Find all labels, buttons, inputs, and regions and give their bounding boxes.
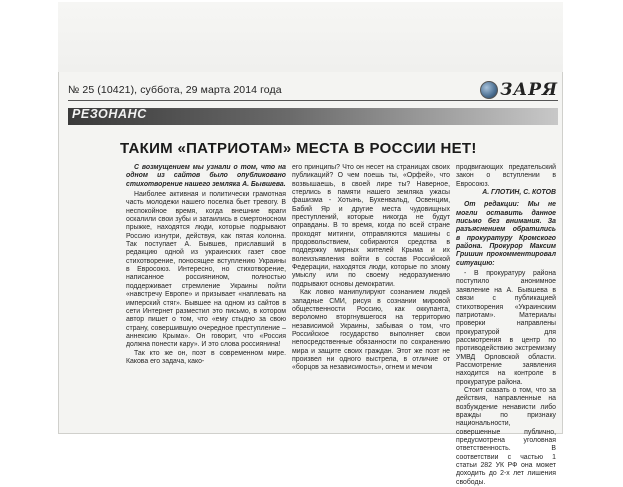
article-column-2: [292, 164, 450, 436]
article-paragraph: Как ловко манипулируют сознанием людей западные СМИ, рисуя в сознании мировой общественности Россию, как оккупанта, вероломно вторгнувшегося на территорию независимой Украины, забывая о том, что Российское государство выполняет свои непосредственные обязанности по сохранению мира и защите своих граждан. Этот же поэт не произвел ни одного выстрела, в отличие от «борцов за независимость», огнем и мечом: [292, 289, 450, 372]
article-body: [58, 164, 563, 486]
issue-header: [68, 82, 558, 98]
editorial-note: От редакции: Мы не могли оставить данное письмо без внимания. За разъяснением обратились в прокуратуру Кромского района. Прокурор Максим Гришин прокомментировал ситуацию:: [456, 201, 556, 267]
article-paragraph: его принципы? Что он несет на страницах своих публикаций? О чем поешь ты, «Орфей», что возвышаешь, в своей лире ты? Наверное, стерлись в памяти нашего земляка ужасы фашизма - Хотынь, Бухенвальд, Освенцим, Бабий Яр и другие места чудовищных преступлений, которые никогда не будут оправданы. В то время, когда по всей стране проходят митинги, отправляются машины с продовольствием, собираются средства в поддержку мирных жителей Крыма и их волеизъявления войти в состав Российской Федерации, находятся люди, которые по злому умыслу или по своему недоразумению подрывают основы демократии.: [292, 164, 450, 288]
article-paragraph: Наиболее активная и политически грамотная часть молодежи нашего поселка бьет тревогу. В неспокойное время, когда внешние враги оскалили свои зубы и затаились в смертоносном прыжке, находятся люди, которые подрывают Россию изнутри, действуя, как пятая колонна. Так поступает А. Бывшев, приславший в редакцию одной из украинских газет свое стихотворение, поносящее вступлению Украины в Евросоюз. Интересно, но стихотворение, написанное россиянином, полностью поддерживает стремление Украины пойти «навстречу Европе» и призывает «наплевать на имперский стяг». Бывшее на одном из сайтов в сети Интернет разместил это письмо, в котором автор пишет о том, что «ему стыдно за свою страну, совершившую очередное преступление – аннексию Крыма». Он говорит, что «Россия должна понести кару». И это слова россиянина!: [126, 191, 286, 349]
article-column-1: [126, 164, 286, 436]
globe-icon: [480, 81, 498, 99]
article-lead: С возмущением мы узнали о том, что на одном из сайтов было опубликовано стихотворение нашего земляка А. Бывшева.: [126, 164, 286, 188]
article-paragraph: продвигающих предательский закон о вступлении в Евросоюз.: [456, 164, 556, 188]
issue-number-date: № 25 (10421), суббота, 29 марта 2014 года: [68, 84, 282, 96]
rubric-label: РЕЗОНАНС: [72, 107, 147, 121]
header-divider: [68, 100, 558, 101]
masthead: [480, 80, 558, 100]
article-paragraph: Стоит сказать о том, что за действия, направленные на возбуждение ненависти либо вражды по признаку национальности, совершенные публично, предусмотрена уголовная ответственность. В соответствии с частью 1 статьи 282 УК РФ она может доходить до 2-х лет лишения свободы.: [456, 386, 556, 486]
article-paragraph: - В прокуратуру района поступило анонимное заявление на А. Бывшева в связи с публикацией стихотворения «Украинским патриотам». Материалы проверки направлены прокуратурой для рассмотрения в центр по противодействию экстремизму УМВД Орловской области. Рассмотрение заявления находится на контроле в прокуратуре района.: [456, 270, 556, 386]
article-column-3: [456, 164, 556, 486]
newspaper-logo: ЗАРЯ: [500, 80, 558, 100]
article-paragraph: Так кто же он, поэт в современном мире. Какова его задача, како-: [126, 349, 286, 365]
article-signature: А. ГЛОТИН, С. КОТОВ: [482, 189, 556, 197]
article-headline: ТАКИМ «ПАТРИОТАМ» МЕСТА В РОССИИ НЕТ!: [120, 140, 477, 157]
newspaper-clipping: [58, 2, 563, 486]
